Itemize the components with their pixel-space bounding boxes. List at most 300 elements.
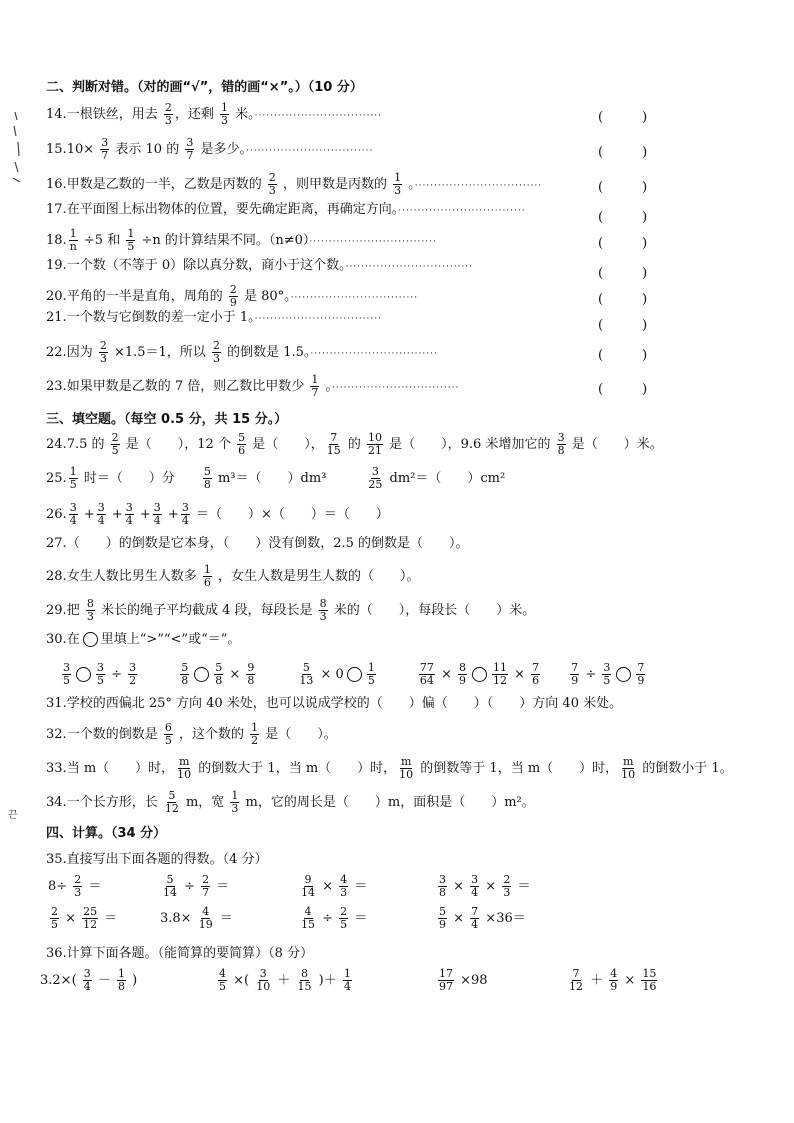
- item-number: 20.: [46, 289, 67, 304]
- text-run: ×: [225, 667, 245, 682]
- fraction: [255, 968, 271, 993]
- denominator: 16: [642, 980, 657, 993]
- numerator: 3: [63, 661, 70, 674]
- numerator: 3: [471, 873, 479, 886]
- leader-dots: ·································: [290, 293, 419, 303]
- numerator: m: [178, 755, 190, 768]
- denominator: 9: [459, 674, 466, 687]
- numerator: 77: [419, 661, 434, 674]
- item-number: 26.: [46, 507, 67, 522]
- leader-dots: ·································: [345, 262, 474, 272]
- fraction: [300, 874, 316, 899]
- denominator: 3: [99, 352, 107, 365]
- fraction: [568, 968, 584, 993]
- numerator: 25: [83, 905, 98, 918]
- numerator: m: [400, 755, 412, 768]
- oral-calc-item: [160, 906, 233, 931]
- item-number: 30.: [46, 632, 67, 647]
- numerator: 5: [439, 905, 446, 918]
- denominator: 5: [367, 674, 375, 687]
- denominator: 21: [368, 444, 382, 457]
- numerator: 9: [304, 873, 312, 886]
- fraction: [62, 662, 71, 687]
- text-run: 是（ ），9.6 米增加它的: [385, 437, 555, 452]
- numerator: 1: [343, 967, 351, 980]
- fraction: [470, 874, 479, 899]
- denominator: 3: [319, 610, 327, 623]
- text-run: +: [163, 507, 179, 522]
- fraction: [50, 906, 59, 931]
- numerator: 5: [181, 661, 189, 674]
- denominator: 5: [603, 674, 611, 687]
- item-number: 19.: [46, 258, 67, 273]
- text-run: ，还剩: [174, 107, 218, 122]
- fraction: [557, 432, 566, 457]
- fraction: [100, 137, 109, 162]
- numerator: 5: [168, 789, 176, 802]
- numerator: 10: [368, 431, 382, 444]
- text-run: 的: [343, 437, 365, 452]
- fraction: [164, 722, 173, 747]
- oral-calc-item: [436, 906, 526, 931]
- fraction: [218, 968, 227, 993]
- fill-item: [46, 632, 240, 648]
- denominator: 3: [231, 802, 239, 815]
- binding-marks: [12, 112, 26, 182]
- text-run: 的倒数小于 1。: [638, 761, 733, 776]
- item-number: 34.: [46, 795, 67, 810]
- text-run: ，这个数的: [174, 727, 249, 742]
- text-run: 是 80°。: [239, 289, 291, 304]
- fraction: [185, 137, 194, 162]
- answer-paren[interactable]: ( ): [598, 382, 648, 397]
- judge-item: [46, 102, 594, 127]
- denominator: 8: [247, 674, 255, 687]
- text-run: ×: [449, 879, 469, 894]
- numerator: 2: [164, 102, 172, 114]
- text-run: －: [93, 973, 116, 988]
- judge-item: [46, 284, 594, 309]
- numerator: 7: [572, 967, 580, 980]
- denominator: 8: [215, 674, 223, 687]
- numerator: 7: [637, 661, 645, 674]
- oral-calc-item: [48, 874, 101, 899]
- denominator: 9: [439, 918, 446, 931]
- denominator: 8: [118, 980, 126, 993]
- fill-item: [46, 502, 389, 527]
- text-run: 表示 10 的: [111, 142, 184, 157]
- numerator: 4: [219, 967, 226, 980]
- numerator: 7: [571, 661, 579, 674]
- judge-item: [46, 258, 594, 275]
- judge-item: [46, 202, 594, 219]
- numerator: 3: [439, 873, 446, 886]
- text-run: 一根铁丝，用去: [66, 107, 162, 122]
- fraction: [69, 466, 78, 491]
- text-run: 是（ ），12 个: [121, 437, 236, 452]
- denominator: 13: [299, 674, 314, 687]
- fraction: [230, 790, 239, 815]
- fraction: [492, 662, 508, 687]
- fill-item: [46, 696, 622, 712]
- numerator: 3: [97, 501, 105, 514]
- text-run: ÷: [318, 911, 338, 926]
- denominator: 4: [69, 514, 77, 527]
- fraction: [298, 662, 314, 687]
- text-run: 。: [321, 379, 332, 394]
- fraction: [73, 874, 82, 899]
- text-run: ＝: [212, 879, 230, 894]
- text-run: 3.2×(: [40, 973, 81, 988]
- numerator: 6: [164, 721, 172, 734]
- fraction: [198, 906, 214, 931]
- numerator: 5: [302, 661, 310, 674]
- numerator: 8: [301, 967, 308, 980]
- fraction: [531, 662, 540, 687]
- oral-calc-item: [48, 906, 117, 931]
- fraction: [641, 968, 657, 993]
- numerator: 1: [311, 374, 319, 386]
- numerator: 3: [101, 137, 109, 149]
- fraction: [97, 502, 106, 527]
- fraction: [367, 662, 376, 687]
- denominator: 14: [301, 886, 315, 899]
- denominator: 7: [311, 386, 319, 399]
- fraction: [502, 874, 511, 899]
- oral-calc-item: [436, 874, 530, 899]
- item-number: 27.: [46, 536, 67, 551]
- text-run: 当 m（ ）时，: [66, 761, 175, 776]
- denominator: 12: [569, 980, 583, 993]
- denominator: 3: [86, 610, 94, 623]
- fraction: [398, 756, 414, 781]
- fraction: [570, 662, 579, 687]
- denominator: 4: [83, 980, 91, 993]
- text-run: ×(: [229, 973, 254, 988]
- denominator: 2: [129, 674, 137, 687]
- numerator: 3: [259, 967, 267, 980]
- fraction: [300, 906, 316, 931]
- fill-item: [60, 662, 647, 687]
- fraction: [367, 432, 383, 457]
- fraction: [181, 502, 190, 527]
- fraction: [99, 340, 108, 365]
- fill-item: [46, 790, 535, 815]
- margin-mark: 끈: [8, 810, 18, 821]
- item-number: 33.: [46, 761, 67, 776]
- leader-dots: ·································: [245, 146, 374, 156]
- fraction: [69, 502, 78, 527]
- text-run: ÷n 的计算结果不同。（n≠0）: [137, 233, 310, 248]
- text-run: m，它的周长是（ ）m，面积是（ ）m²。: [241, 795, 535, 810]
- fraction: [297, 968, 313, 993]
- denominator: 3: [503, 886, 511, 899]
- denominator: 6: [238, 444, 246, 457]
- text-run: ＝: [100, 911, 118, 926]
- numerator: 5: [238, 431, 246, 444]
- denominator: 4: [471, 918, 479, 931]
- fraction: [126, 228, 135, 253]
- fraction: [609, 968, 618, 993]
- fraction: [180, 662, 189, 687]
- denominator: 3: [340, 886, 348, 899]
- denominator: 10: [177, 768, 192, 781]
- leader-dots: ·································: [254, 314, 383, 324]
- text-run: ×: [449, 911, 469, 926]
- fraction: [201, 874, 210, 899]
- denominator: 9: [610, 980, 618, 993]
- denominator: 5: [111, 444, 119, 457]
- denominator: 5: [63, 674, 70, 687]
- text-run: +: [135, 507, 151, 522]
- fraction: [319, 598, 328, 623]
- numerator: 1: [220, 102, 228, 114]
- text-run: 在: [66, 632, 80, 647]
- text-run: ×: [620, 973, 640, 988]
- text-run: 时＝（ ）分: [79, 471, 201, 486]
- text-run: （ ）的倒数是它本身，（ ）没有倒数，2.5 的倒数是（ ）。: [66, 536, 469, 551]
- answer-paren[interactable]: ( ): [598, 266, 648, 281]
- text-run: ＝: [215, 911, 233, 926]
- denominator: n: [69, 240, 77, 253]
- fraction: [602, 662, 611, 687]
- item-number: 22.: [46, 345, 67, 360]
- denominator: 3: [74, 886, 82, 899]
- fill-item: [46, 536, 469, 552]
- text-run: )＋: [314, 973, 341, 988]
- denominator: 6: [532, 674, 540, 687]
- text-run: ×98: [456, 973, 488, 988]
- denominator: 7: [101, 149, 109, 162]
- fraction: [367, 466, 383, 491]
- text-run: 3.8×: [160, 911, 196, 926]
- denominator: 5: [97, 674, 104, 687]
- fraction: [339, 906, 348, 931]
- fraction: [111, 432, 120, 457]
- text-run: 的倒数是 1.5。: [222, 345, 311, 360]
- numerator: 3: [557, 431, 565, 444]
- text-run: [257, 667, 296, 682]
- fraction: [636, 662, 645, 687]
- numerator: 5: [215, 661, 223, 674]
- numerator: 3: [181, 501, 189, 514]
- text-run: ＝（ ）×（ ）＝（ ）: [191, 507, 389, 522]
- judge-item: [46, 374, 594, 399]
- numerator: 1: [231, 789, 239, 802]
- item-number: 18.: [46, 233, 67, 248]
- denominator: 4: [343, 980, 351, 993]
- denominator: 25: [368, 478, 383, 491]
- item-number: 29.: [46, 603, 67, 618]
- item-number: 32.: [46, 727, 67, 742]
- text-run: 8÷: [48, 879, 72, 894]
- denominator: 4: [97, 514, 105, 527]
- denominator: 10: [621, 768, 636, 781]
- numerator: 1: [69, 228, 77, 240]
- numerator: 2: [74, 873, 82, 886]
- fraction: [96, 662, 105, 687]
- numerator: 2: [268, 172, 276, 184]
- answer-paren[interactable]: ( ): [598, 110, 648, 125]
- answer-paren[interactable]: ( ): [598, 318, 648, 333]
- oral-calc-item: [160, 874, 229, 899]
- numerator: 3: [125, 501, 133, 514]
- answer-paren[interactable]: ( ): [598, 236, 648, 251]
- fill-item: [46, 466, 505, 491]
- fraction: [438, 906, 447, 931]
- denominator: 3: [164, 114, 172, 127]
- text-run: 7.5 的: [66, 437, 109, 452]
- denominator: 5: [51, 918, 58, 931]
- text-run: 把: [66, 603, 84, 618]
- compare-circle[interactable]: [347, 667, 362, 682]
- item-number: 16.: [46, 177, 67, 192]
- fraction: [162, 874, 178, 899]
- numerator: 1: [118, 967, 126, 980]
- denominator: 64: [419, 674, 434, 687]
- numerator: 3: [153, 501, 161, 514]
- fill-item: [46, 756, 733, 781]
- numerator: 3: [97, 661, 104, 674]
- denominator: 5: [219, 980, 226, 993]
- fraction: [69, 228, 78, 253]
- numerator: 3: [603, 661, 611, 674]
- text-run: 一个数与它倒数的差一定小于 1。: [66, 310, 255, 325]
- fraction: [229, 284, 238, 309]
- denominator: 9: [571, 674, 579, 687]
- text-run: 在平面图上标出物体的位置，要先确定距离，再确定方向。: [66, 202, 399, 217]
- text-run: ): [128, 973, 138, 988]
- fraction: [128, 662, 137, 687]
- answer-paren[interactable]: ( ): [598, 145, 648, 160]
- numerator: 2: [503, 873, 511, 886]
- fill-item: [46, 564, 419, 589]
- text-run: ，女生人数是男生人数的（ ）。: [213, 569, 420, 584]
- fraction: [237, 432, 246, 457]
- fill-item: [46, 432, 663, 457]
- numerator: 3: [69, 501, 77, 514]
- judge-item: [46, 340, 594, 365]
- fraction: [339, 874, 348, 899]
- numerator: 1: [127, 228, 135, 240]
- text-run: ＋: [273, 973, 295, 988]
- fraction: [250, 722, 259, 747]
- denominator: 3: [212, 352, 220, 365]
- fraction: [326, 432, 342, 457]
- leader-dots: ·································: [398, 206, 526, 216]
- denominator: 5: [164, 734, 172, 747]
- text-run: ＋: [586, 973, 608, 988]
- fraction: [164, 790, 180, 815]
- answer-paren[interactable]: ( ): [598, 348, 648, 363]
- numerator: 11: [493, 661, 507, 674]
- fraction: [620, 756, 636, 781]
- text-run: 学校的西偏北 25° 方向 40 米处，也可以说成学校的（ ）偏（ ）（ ）方向 40 米处。: [66, 696, 623, 711]
- text-run: 平角的一半是直角，周角的: [66, 289, 227, 304]
- compare-circle[interactable]: [194, 667, 209, 682]
- denominator: 4: [471, 886, 479, 899]
- denominator: 8: [557, 444, 565, 457]
- oral-calc-item: [298, 874, 367, 899]
- numerator: 2: [99, 340, 107, 352]
- item-number: 28.: [46, 569, 67, 584]
- denominator: 5: [127, 240, 135, 253]
- text-run: 是（ ）米。: [567, 437, 663, 452]
- text-run: [542, 667, 568, 682]
- text-run: ×: [318, 879, 338, 894]
- fraction: [83, 968, 92, 993]
- fraction: [220, 102, 229, 127]
- answer-paren[interactable]: ( ): [598, 180, 648, 195]
- denominator: 4: [153, 514, 161, 527]
- text-run: m，宽: [181, 795, 229, 810]
- numerator: 5: [203, 465, 211, 478]
- denominator: 4: [125, 514, 133, 527]
- text-run: 女生人数比男生人数多: [66, 569, 201, 584]
- denominator: 3: [394, 184, 402, 197]
- item-number: 24.: [46, 437, 67, 452]
- text-run: 一个长方形，长: [66, 795, 162, 810]
- denominator: 10: [256, 980, 271, 993]
- text-run: 一个数（不等于 0）除以真分数，商小于这个数。: [66, 258, 346, 273]
- text-run: 里填上“>”“<”或“＝”。: [100, 632, 241, 647]
- calc-item: [40, 968, 137, 993]
- compare-circle[interactable]: [83, 632, 98, 647]
- numerator: 7: [330, 431, 338, 444]
- fraction: [153, 502, 162, 527]
- numerator: 2: [202, 873, 210, 886]
- text-run: 米长的绳子平均截成 4 段，每段长是: [96, 603, 317, 618]
- fraction: [212, 340, 221, 365]
- answer-paren[interactable]: ( ): [598, 210, 648, 225]
- numerator: 2: [340, 905, 348, 918]
- numerator: 7: [471, 905, 479, 918]
- text-run: ×1.5＝1，所以: [109, 345, 210, 360]
- fraction: [203, 564, 212, 589]
- denominator: 3: [268, 184, 276, 197]
- fraction: [343, 968, 352, 993]
- text-run: ＝: [513, 879, 531, 894]
- compare-circle[interactable]: [616, 667, 631, 682]
- text-run: ×: [510, 667, 530, 682]
- denominator: 5: [69, 478, 77, 491]
- numerator: 15: [642, 967, 657, 980]
- text-run: 米。: [230, 107, 255, 122]
- fraction: [214, 662, 223, 687]
- numerator: 5: [166, 873, 174, 886]
- denominator: 6: [203, 576, 211, 589]
- numerator: 8: [459, 661, 466, 674]
- text-run: ×: [436, 667, 456, 682]
- question-35: 35.直接写出下面各题的得数。（4 分）: [46, 852, 268, 867]
- fraction: [176, 756, 192, 781]
- judge-item: [46, 137, 594, 162]
- denominator: 10: [399, 768, 414, 781]
- answer-paren[interactable]: ( ): [598, 292, 648, 307]
- numerator: 8: [86, 597, 94, 610]
- leader-dots: ·································: [414, 181, 543, 191]
- compare-circle[interactable]: [76, 667, 91, 682]
- calc-item: [436, 968, 488, 993]
- numerator: 1: [394, 172, 402, 184]
- denominator: 14: [163, 886, 177, 899]
- text-run: 的倒数大于 1，当 m（ ）时，: [194, 761, 397, 776]
- compare-circle[interactable]: [472, 667, 487, 682]
- text-run: ＝: [84, 879, 102, 894]
- denominator: 7: [186, 149, 194, 162]
- fraction: [393, 172, 402, 197]
- denominator: 97: [439, 980, 453, 993]
